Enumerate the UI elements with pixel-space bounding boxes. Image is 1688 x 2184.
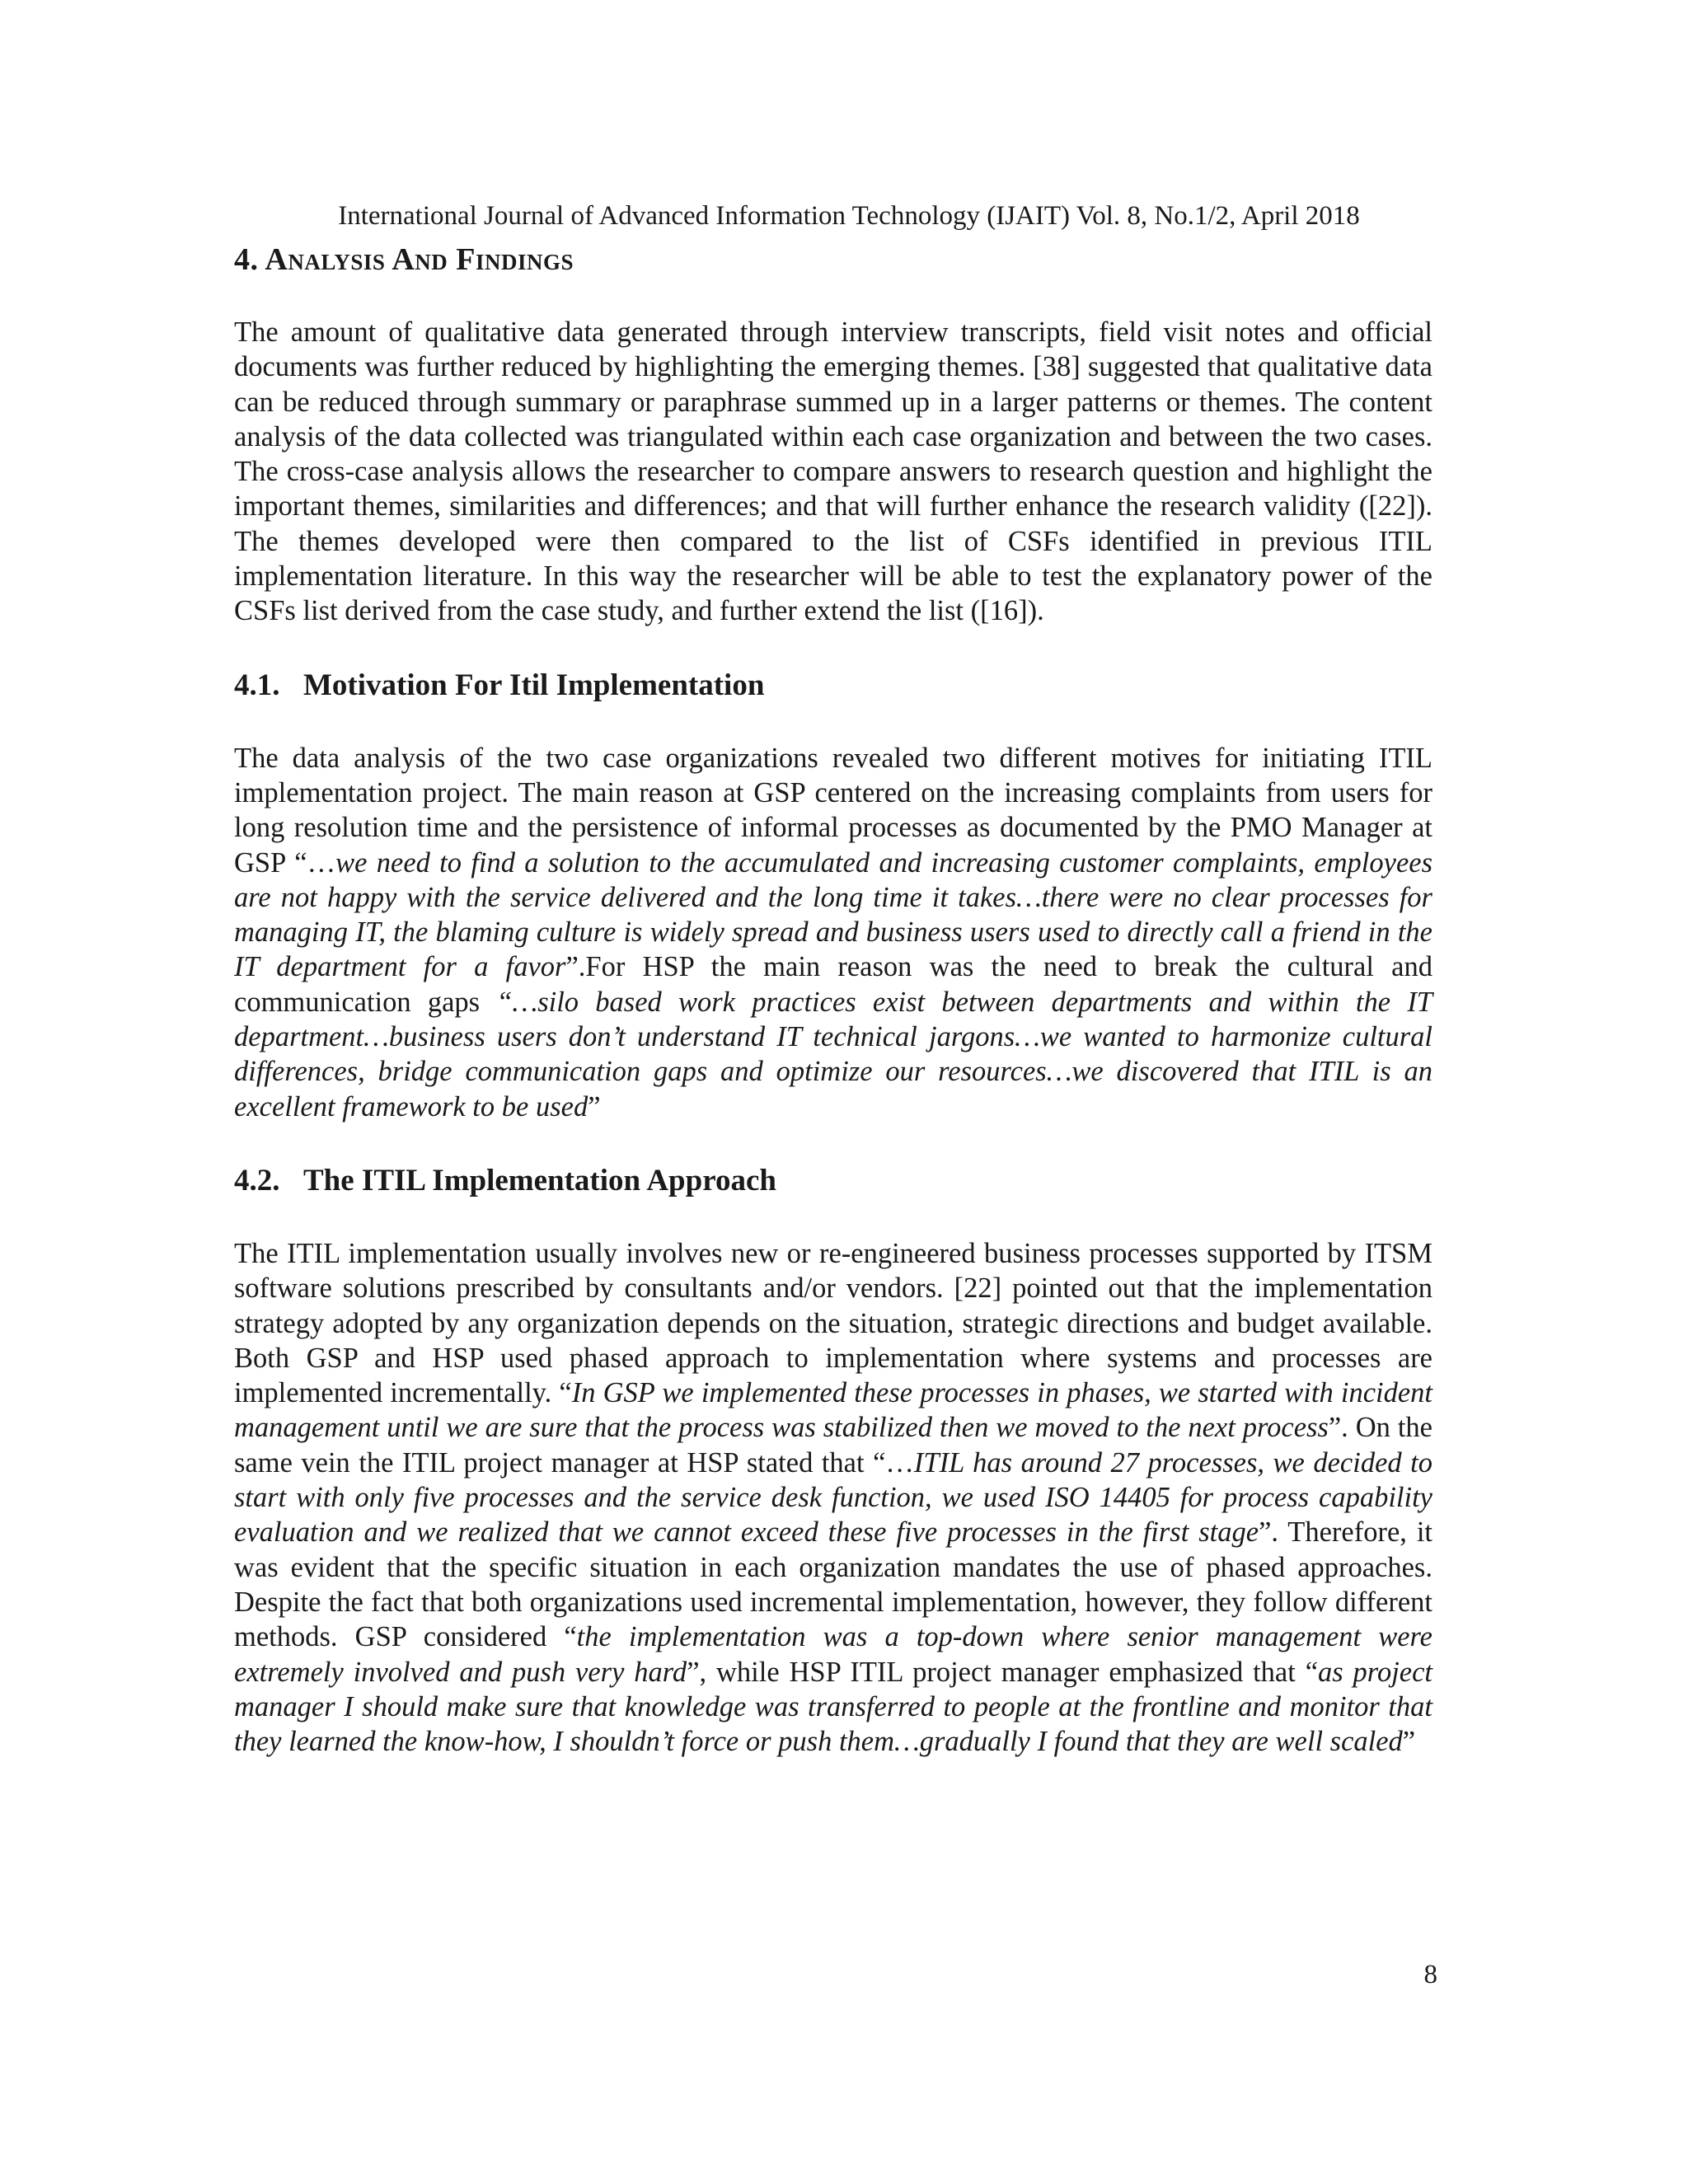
section-4-1-heading (234, 665, 1432, 706)
interview-quote: the implementation was a top-down where senior management were extremely involved and push very hard (234, 1621, 1432, 1688)
paragraph-text: ”. Therefore, it was evident that the specific situation in each organization mandates the use of phased approaches. Despite the fact that both organizations used incremental implementation, however, they follow different methods. GSP considered “ (234, 1516, 1432, 1653)
section-4-2-heading (234, 1160, 1432, 1202)
paragraph-text: ” (1402, 1726, 1416, 1758)
paragraph-text: ” (588, 1090, 601, 1122)
interview-quote: as project manager I should make sure that knowledge was transferred to people at the frontline and monitor that they learned the know-how, I shouldn’t force or push them…gradually I found that they are well scaled (234, 1656, 1433, 1758)
paragraph-text: The ITIL implementation usually involves new or re-engineered business processes supported by ITSM software solutions prescribed by consultants and/or vendors. [22] pointed out that the implementation strategy adopted by any organization depends on the situation, strategic directions and budget available. Both GSP and HSP used phased approach to implementation where systems and processes are implemented incrementally. “ (234, 1237, 1432, 1409)
section-title: Analysis And Findings (265, 242, 574, 277)
page-number: 8 (1423, 1960, 1437, 1990)
paragraph-text: ”. On the same vein the ITIL project manager at HSP stated that “… (234, 1412, 1432, 1479)
interview-quote: ITIL has around 27 processes, we decided to start with only five processes and the service desk function, we used ISO 14405 for process capability evaluation and we realized that we cannot exceed these five processes in the first stage (234, 1446, 1432, 1549)
subsection-title: The ITIL Implementation Approach (303, 1163, 776, 1197)
section-4-heading (234, 239, 1432, 280)
article-body (234, 239, 1432, 1759)
section-4-paragraph: The amount of qualitative data generated through interview transcripts, field visit notes and official documents was further reduced by highlighting the emerging themes. [38] suggested that qualitative data can be reduced through summary or paraphrase summed up in a larger patterns or themes. The content analysis of the data collected was triangulated within each case organization and between the two cases. The cross-case analysis allows the researcher to compare answers to research question and highlight the important themes, similarities and differences; and that will further enhance the research validity ([22]). The themes developed were then compared to the list of CSFs identified in previous ITIL implementation literature. In this way the researcher will be able to test the explanatory power of the CSFs list derived from the case study, and further extend the list ([16]). (234, 316, 1432, 627)
section-number: 4. (234, 242, 259, 277)
paragraph-text: ”.For HSP the main reason was the need to break the cultural and communication gaps (234, 951, 1432, 1018)
subsection-number: 4.1. (234, 668, 280, 702)
running-header: International Journal of Advanced Information Technology (IJAIT) Vol. 8, No.1/2, April 2018 (338, 201, 1360, 231)
section-4-2-paragraph (234, 1236, 1432, 1759)
section-4-1-paragraph (234, 741, 1432, 1124)
interview-quote: we need to find a solution to the accumulated and increasing customer complaints, employees are not happy with the service delivered and the long time it takes…there were no clear processes for managing IT, the blaming culture is widely spread and business users used to directly call a friend in the IT department for a favor (234, 846, 1432, 983)
paragraph-text: The data analysis of the two case organizations revealed two different motives for initiating ITIL implementation project. The main reason at GSP centered on the increasing complaints from users for long resolution time and the persistence of informal processes as documented by the PMO Manager at GSP “… (234, 742, 1432, 879)
subsection-number: 4.2. (234, 1163, 280, 1197)
paragraph-text: ”, while HSP ITIL project manager emphasized that “ (687, 1656, 1319, 1688)
interview-quote: In GSP we implemented these processes in phases, we started with incident management until we are sure that the process was stabilized then we moved to the next process (234, 1377, 1432, 1444)
subsection-title: Motivation For Itil Implementation (303, 668, 765, 702)
interview-quote: “…silo based work practices exist between departments and within the IT department…business users don’t understand IT technical jargons…we wanted to harmonize cultural differences, bridge communication gaps and optimize our resources…we discovered that ITIL is an excellent framework to be used (234, 986, 1432, 1122)
